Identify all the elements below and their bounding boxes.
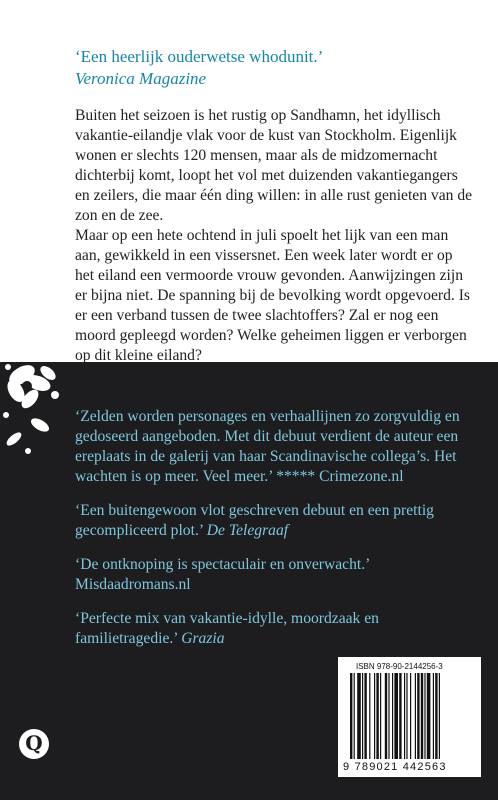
publisher-logo xyxy=(19,729,49,759)
blurb xyxy=(75,106,475,366)
review-source: De Telegraaf xyxy=(206,522,289,539)
barcode-bar xyxy=(354,673,355,759)
isbn-label: ISBN 978-90-2144256-3 xyxy=(356,662,443,671)
barcode-bar xyxy=(376,673,378,759)
flower-decoration xyxy=(0,355,70,465)
barcode-bar xyxy=(415,673,416,759)
blurb-paragraph: Buiten het seizoen is het rustig op Sandhamn, het idyllisch vakantie-eilandje vlak voor de kust van Stockholm. Eigenlijk wonen er slechts 120 mensen, maar als de midzomernacht dichterbij komt, loopt het vol met duizenden vakantiegangers en zeilers, die maar één ding willen: in alle rust genieten van de zon en de zee. xyxy=(75,107,473,224)
barcode-bar xyxy=(362,673,363,759)
barcode-bar xyxy=(357,673,361,759)
top-quote-text: ‘Een heerlijk ouderwetse whodunit.’ xyxy=(75,47,324,66)
reviews xyxy=(75,407,477,663)
barcode-bar xyxy=(404,673,405,759)
barcode-bar xyxy=(380,673,381,759)
barcode-bar xyxy=(427,673,431,759)
barcode-bar xyxy=(399,673,401,759)
barcode-bar xyxy=(421,673,423,759)
barcode-bar xyxy=(433,673,434,759)
barcode-bar xyxy=(392,673,393,759)
barcode-bar xyxy=(394,673,398,759)
review-source: Grazia xyxy=(181,630,225,647)
barcode-bar xyxy=(410,673,411,759)
barcode-bar xyxy=(364,673,366,759)
publisher-logo-letter: Q xyxy=(25,731,43,755)
barcode-bar xyxy=(369,673,370,759)
barcode-bar xyxy=(435,673,437,759)
barcode-bar xyxy=(385,673,387,759)
barcode-bar xyxy=(439,673,440,759)
review-quote: ‘Zelden worden personages en verhaallijnen zo zorgvuldig en gedoseerd aangeboden. Met dit debuut verdient de auteur een ereplaats in de galerij van haar Scandinavische collega’s. Het wachten is op meer. Veel meer.’ ***** Crimezone.nl xyxy=(75,408,460,485)
barcode-bar xyxy=(388,673,389,759)
review-quote: ‘Een buitengewoon vlot geschreven debuut en een prettig gecompliceerd plot.’ De Telegraaf xyxy=(75,502,434,539)
top-quote-source: Veronica Magazine xyxy=(75,69,207,88)
barcode xyxy=(350,673,474,759)
isbn-digits: 9 789021 442563 xyxy=(343,761,447,773)
blurb-paragraph: Maar op een hete ochtend in juli spoelt het lijk van een man aan, gewikkeld in een vissersnet. Een week later wordt er op het eiland een vermoorde vrouw gevonden. Aanwijzingen zijn er bijna niet. De spanning bij de bevolking wordt opgevoerd. Is er een verband tussen de twee slachtoffers? Zal er nog een moord gepleegd worden? Welke geheimen liggen er verborgen op dit kleine eiland? xyxy=(75,227,470,364)
barcode-bar xyxy=(424,673,425,759)
top-quote xyxy=(75,46,475,90)
barcode-bar xyxy=(406,673,407,759)
review-quote: ‘Perfecte mix van vakantie-idylle, moordzaak en familietragedie.’ Grazia xyxy=(75,610,379,647)
review-quote: ‘De ontknoping is spectaculair en onverwacht.’ Misdaadromans.nl xyxy=(75,556,370,593)
barcode-bar xyxy=(374,673,375,759)
barcode-bar xyxy=(417,673,419,759)
barcode-bar xyxy=(350,673,352,759)
